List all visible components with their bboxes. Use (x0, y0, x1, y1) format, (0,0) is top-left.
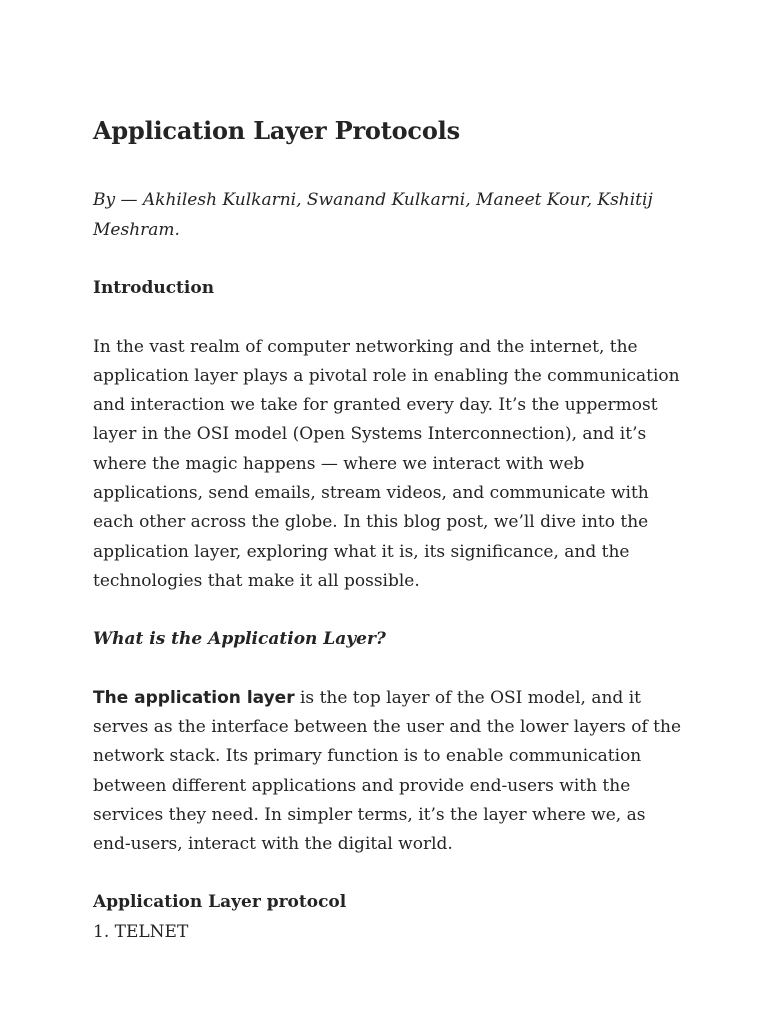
protocol-list-item: 1. TELNET (93, 921, 189, 942)
application-layer-text: is the top layer of the OSI model, and it serves as the interface between the user and the lower layers of the network stack. Its primary function is to enable communication between different applications and provide end-users with the services they need. In simpler terms, it’s the layer where we, as end-users, interact with the digital world. (93, 687, 682, 855)
application-layer-paragraph (93, 684, 683, 860)
protocol-heading: Application Layer protocol (93, 892, 347, 913)
application-layer-lead: The application layer (93, 687, 295, 708)
article-title: Application Layer Protocols (93, 116, 460, 145)
introduction-heading: Introduction (93, 278, 215, 298)
byline: By — Akhilesh Kulkarni, Swanand Kulkarni, Maneet Kour, Kshitij Meshram. (93, 190, 653, 240)
introduction-paragraph: In the vast realm of computer networking and the internet, the application layer plays a pivotal role in enabling the communication and interaction we take for granted every day. It’s the uppermost layer in the OSI model (Open Systems Interconnection), and it’s where the magic happens — where we interact with web applications, send emails, stream videos, and communicate with each other across the globe. In this blog post, we’ll dive into the application layer, exploring what it is, its significance, and the technologies that make it all possible. (93, 336, 680, 591)
what-is-application-layer-heading: What is the Application Layer? (93, 629, 386, 650)
article (93, 112, 683, 947)
